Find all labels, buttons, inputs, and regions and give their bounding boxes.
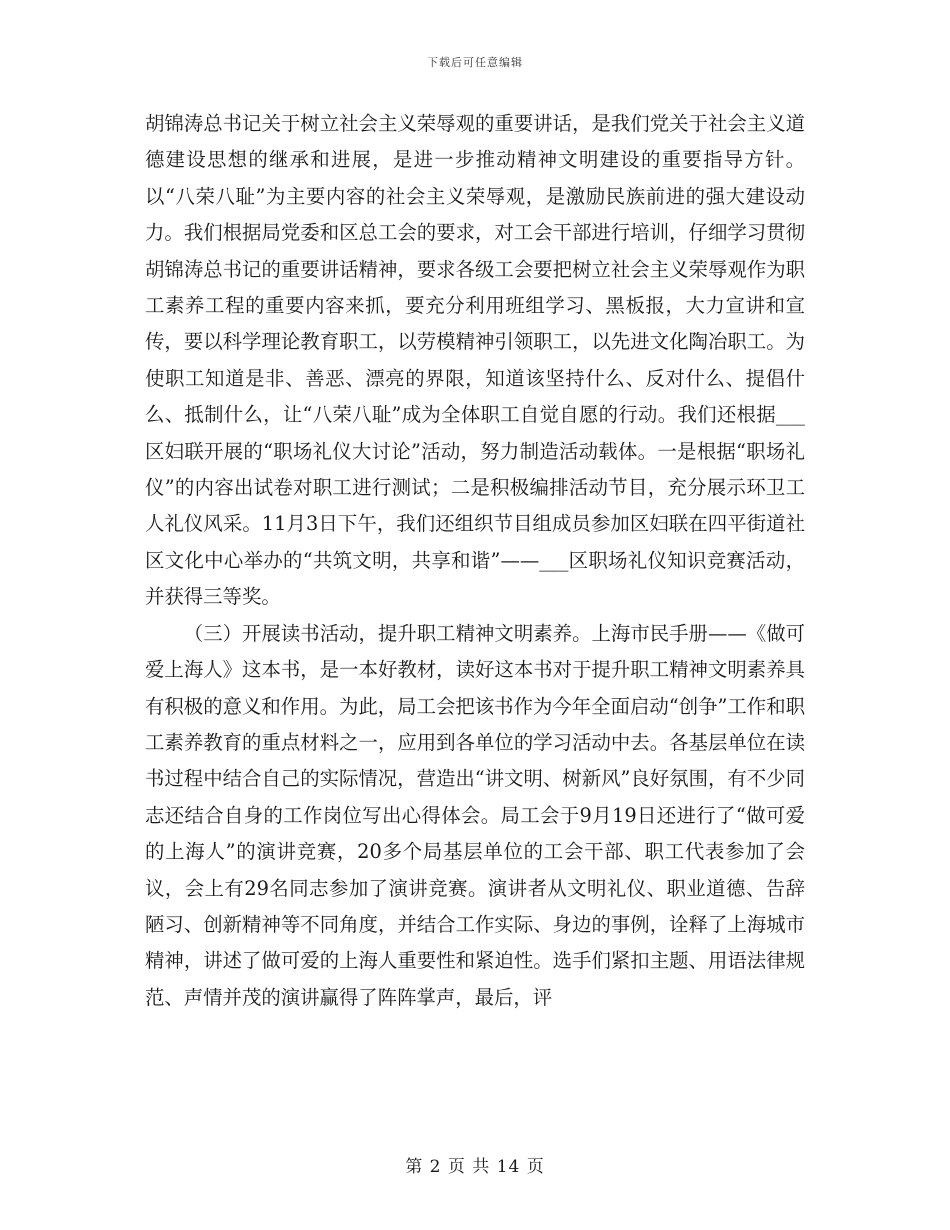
paragraph-1: 胡锦涛总书记关于树立社会主义荣辱观的重要讲话，是我们党关于社会主义道德建设思想的继承和进展，是进一步推动精神文明建设的重要指导方针。以“八荣八耻”为主要内容的社会主义荣辱观，是激励民族前进的强大建设动力。我们根据局党委和区总工会的要求，对工会干部进行培训，仔细学习贯彻胡锦涛总书记的重要讲话精神，要求各级工会要把树立社会主义荣辱观作为职工素养工程的重要内容来抓，要充分利用班组学习、黑板报，大力宣讲和宣传，要以科学理论教育职工，以劳模精神引领职工，以先进文化陶冶职工。为使职工知道是非、善恶、漂亮的界限，知道该坚持什么、反对什么、提倡什么、抵制什么，让“八荣八耻”成为全体职工自觉自愿的行动。我们还根据___区妇联开展的“职场礼仪大讨论”活动，努力制造活动载体。一是根据“职场礼仪”的内容出试卷对职工进行测试；二是积极编排活动节目，充分展示环卫工人礼仪风采。11月3日下午，我们还组织节目组成员参加区妇联在四平街道社区文化中心举办的“共筑文明，共享和谐”——___区职场礼仪知识竞赛活动，并获得三等奖。 <box>145 112 805 609</box>
page-header: 下载后可任意编辑 <box>427 56 523 69</box>
page-footer: 第 2 页 共 14 页 <box>405 1157 545 1177</box>
paragraph-2: （三）开展读书活动，提升职工精神文明素养。上海市民手册——《做可爱上海人》这本书，是一本好教材，读好这本书对于提升职工精神文明素养具有积极的意义和作用。为此，局工会把该书作为今年全面启动“创争”工作和职工素养教育的重点材料之一，应用到各单位的学习活动中去。各基层单位在读书过程中结合自己的实际情况，营造出“讲文明、树新风”良好氛围，有不少同志还结合自身的工作岗位写出心得体会。局工会于9月19日还进行了“做可爱的上海人”的演讲竞赛，20多个局基层单位的工会干部、职工代表参加了会议，会上有29名同志参加了演讲竞赛。演讲者从文明礼仪、职业道德、告辞陋习、创新精神等不同角度，并结合工作实际、身边的事例，诠释了上海城市精神，讲述了做可爱的上海人重要性和紧迫性。选手们紧扣主题、用语法律规范、声情并茂的演讲赢得了阵阵掌声，最后，评 <box>145 621 805 1009</box>
document-body <box>145 106 805 1016</box>
